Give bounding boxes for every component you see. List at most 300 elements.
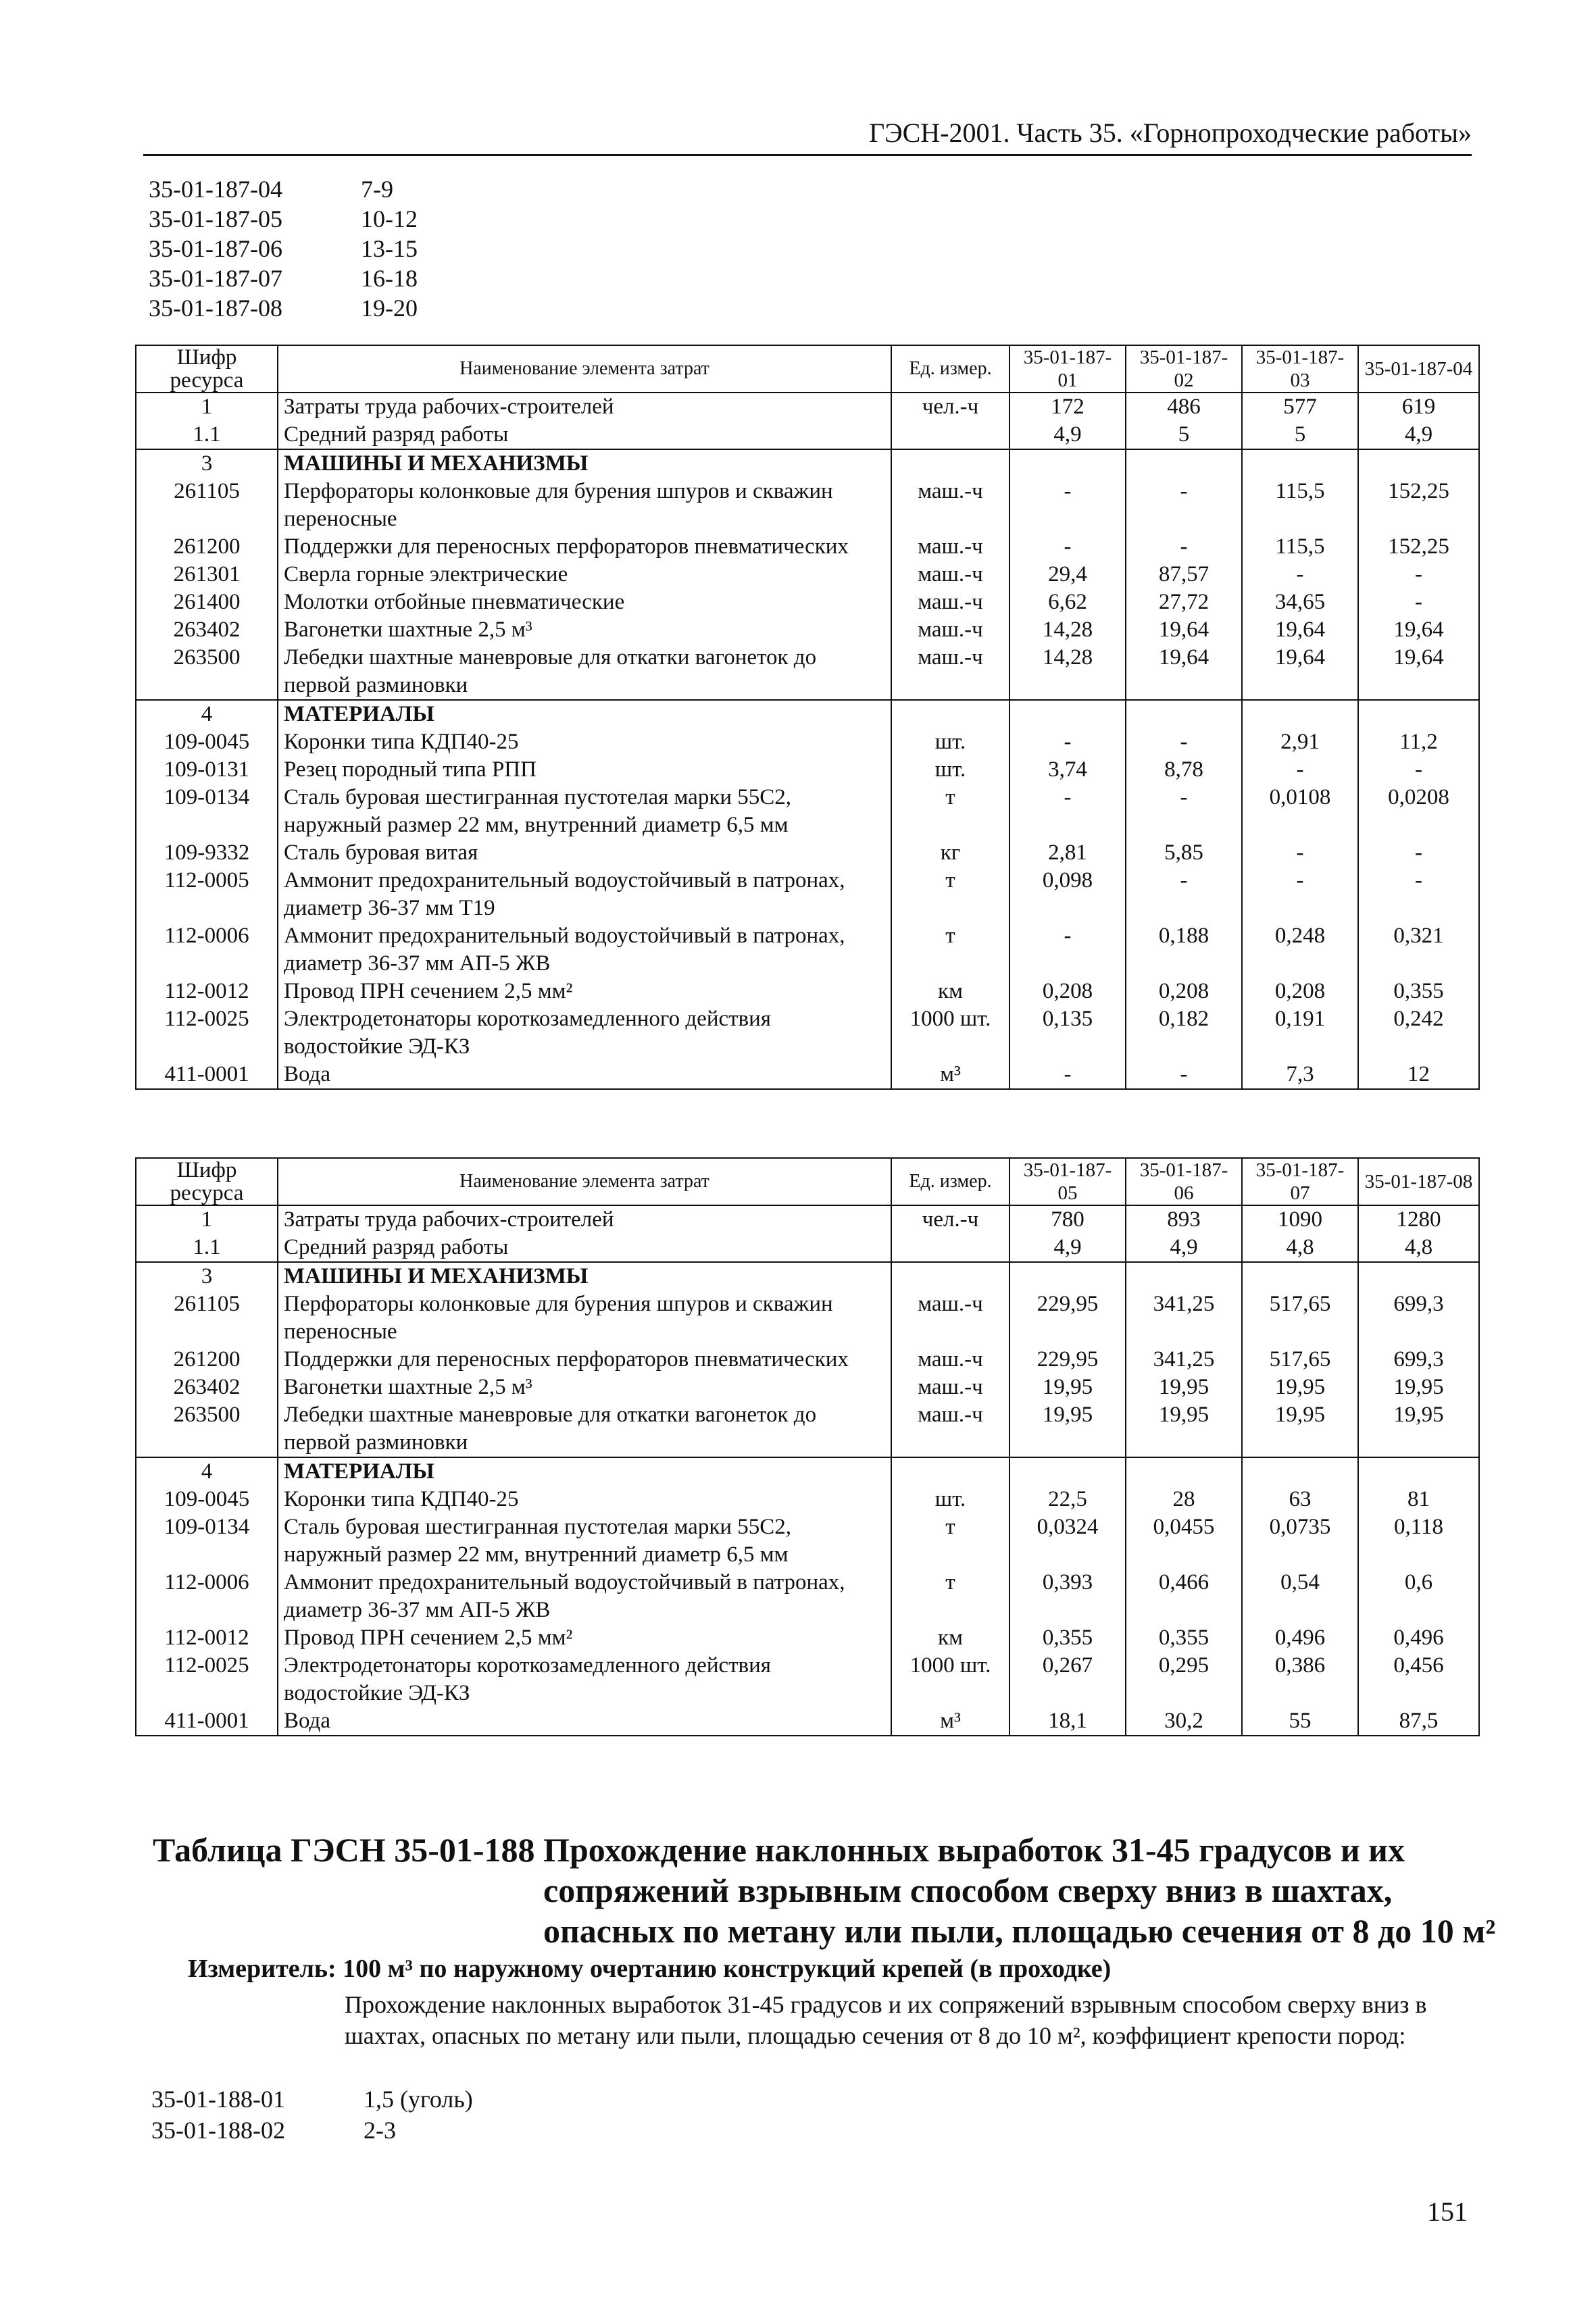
- table-row: [136, 700, 1479, 728]
- table-row: [136, 533, 1479, 561]
- header-code: Шифр ресурса: [136, 345, 278, 393]
- page-number: 151: [1427, 2196, 1468, 2227]
- cell-value: 19,64: [1358, 616, 1479, 644]
- cell-name: Сталь буровая витая: [278, 839, 891, 867]
- cell-value: 0,208: [1242, 978, 1358, 1005]
- cell-value: 19,95: [1242, 1401, 1358, 1457]
- cell-unit: км: [891, 978, 1009, 1005]
- cell-unit: [891, 700, 1009, 728]
- cell-unit: т: [891, 922, 1009, 978]
- cell-unit: маш.-ч: [891, 1290, 1009, 1346]
- code-row: [149, 234, 418, 263]
- cell-value: -: [1358, 839, 1479, 867]
- cell-name: Сталь буровая шестигранная пустотелая марки 55С2, наружный размер 22 мм, внутренний диаметр 6,5 мм: [278, 784, 891, 839]
- cell-name: МАШИНЫ И МЕХАНИЗМЫ: [278, 449, 891, 478]
- cell-value: 7,3: [1242, 1061, 1358, 1089]
- code-number: 35-01-188-01: [151, 2086, 285, 2113]
- cell-value: -: [1126, 728, 1242, 756]
- cell-name: Сталь буровая шестигранная пустотелая марки 55С2, наружный размер 22 мм, внутренний диаметр 6,5 мм: [278, 1513, 891, 1569]
- section-description: Прохождение наклонных выработок 31-45 градусов и их сопряжений взрывным способом сверху вниз в шахтах, опасных по метану или пыли, площадью сечения от 8 до 10 м², коэффициент крепости пород:: [345, 1991, 1427, 2049]
- cell-value: 115,5: [1242, 478, 1358, 533]
- cell-value: 4,9: [1009, 421, 1126, 449]
- cell-unit: т: [891, 867, 1009, 922]
- table-row: [136, 1290, 1479, 1346]
- cell-value: 19,95: [1009, 1401, 1126, 1457]
- table-row: [136, 1005, 1479, 1061]
- cell-name: Вагонетки шахтные 2,5 м³: [278, 1374, 891, 1401]
- table-row: [136, 839, 1479, 867]
- code-number: 35-01-187-07: [149, 265, 282, 292]
- table-row: [136, 644, 1479, 700]
- cell-value: [1009, 1262, 1126, 1290]
- cell-name: Провод ПРН сечением 2,5 мм²: [278, 978, 891, 1005]
- cell-value: 0,355: [1358, 978, 1479, 1005]
- cell-name: Перфораторы колонковые для бурения шпуров и скважин переносные: [278, 478, 891, 533]
- cell-code: 109-0134: [136, 784, 278, 839]
- code-row: [151, 2115, 473, 2146]
- header-col: 35-01-187-07: [1242, 1158, 1358, 1205]
- cell-code: 112-0025: [136, 1005, 278, 1061]
- cell-unit: [891, 421, 1009, 449]
- table-title: [153, 1830, 1495, 1951]
- cell-value: 0,6: [1358, 1569, 1479, 1624]
- cell-value: 8,78: [1126, 756, 1242, 784]
- code-value: 19-20: [361, 295, 418, 322]
- table-row: [136, 1262, 1479, 1290]
- cell-value: [1126, 1457, 1242, 1486]
- cell-value: -: [1126, 478, 1242, 533]
- cell-value: 2,81: [1009, 839, 1126, 867]
- cell-value: [1126, 449, 1242, 478]
- cell-code: 261200: [136, 1346, 278, 1374]
- cell-unit: маш.-ч: [891, 561, 1009, 588]
- cell-name: Затраты труда рабочих-строителей: [278, 1205, 891, 1234]
- running-title: ГЭСН-2001. Часть 35. «Горнопроходческие работы»: [869, 118, 1472, 148]
- cell-unit: маш.-ч: [891, 1374, 1009, 1401]
- cell-code: 411-0001: [136, 1061, 278, 1089]
- cell-unit: маш.-ч: [891, 478, 1009, 533]
- cell-code: 261200: [136, 533, 278, 561]
- cell-value: 229,95: [1009, 1290, 1126, 1346]
- cell-value: 0,466: [1126, 1569, 1242, 1624]
- cell-value: 0,191: [1242, 1005, 1358, 1061]
- table-row: [136, 922, 1479, 978]
- cell-value: 1090: [1242, 1205, 1358, 1234]
- cell-unit: [891, 1262, 1009, 1290]
- cell-unit: км: [891, 1624, 1009, 1652]
- cell-unit: 1000 шт.: [891, 1652, 1009, 1707]
- cell-value: 893: [1126, 1205, 1242, 1234]
- cell-value: 4,9: [1126, 1234, 1242, 1262]
- cell-value: 19,64: [1126, 616, 1242, 644]
- cell-value: 0,393: [1009, 1569, 1126, 1624]
- cell-code: 112-0005: [136, 867, 278, 922]
- cell-value: 0,386: [1242, 1652, 1358, 1707]
- cell-value: 19,64: [1126, 644, 1242, 700]
- cell-value: [1009, 1457, 1126, 1486]
- cell-value: 55: [1242, 1707, 1358, 1736]
- table-row: [136, 756, 1479, 784]
- code-value: 1,5 (уголь): [364, 2086, 473, 2113]
- cell-value: 517,65: [1242, 1290, 1358, 1346]
- cell-value: 0,0324: [1009, 1513, 1126, 1569]
- cell-name: МАШИНЫ И МЕХАНИЗМЫ: [278, 1262, 891, 1290]
- header-col: 35-01-187-02: [1126, 345, 1242, 393]
- cell-value: 229,95: [1009, 1346, 1126, 1374]
- cell-value: 699,3: [1358, 1346, 1479, 1374]
- cell-value: [1242, 1262, 1358, 1290]
- table-row: [136, 1061, 1479, 1089]
- cell-value: [1358, 1262, 1479, 1290]
- cell-value: -: [1358, 588, 1479, 616]
- cell-value: -: [1358, 561, 1479, 588]
- cell-value: 0,118: [1358, 1513, 1479, 1569]
- cell-value: -: [1126, 867, 1242, 922]
- header-col: 35-01-187-05: [1009, 1158, 1126, 1205]
- cell-unit: [891, 1234, 1009, 1262]
- cell-unit: чел.-ч: [891, 1205, 1009, 1234]
- cell-value: 0,54: [1242, 1569, 1358, 1624]
- cell-code: 4: [136, 1457, 278, 1486]
- code-number: 35-01-187-06: [149, 235, 282, 262]
- cell-value: 486: [1126, 393, 1242, 421]
- cell-code: 1: [136, 1205, 278, 1234]
- cell-value: 699,3: [1358, 1290, 1479, 1346]
- cell-value: -: [1126, 533, 1242, 561]
- cell-value: 341,25: [1126, 1346, 1242, 1374]
- cell-value: 22,5: [1009, 1486, 1126, 1513]
- cell-unit: кг: [891, 839, 1009, 867]
- cell-value: 3,74: [1009, 756, 1126, 784]
- code-list-bottom: [151, 2084, 473, 2146]
- cell-value: [1358, 1457, 1479, 1486]
- cell-code: 263402: [136, 616, 278, 644]
- cell-value: 87,5: [1358, 1707, 1479, 1736]
- cell-value: -: [1009, 728, 1126, 756]
- cell-value: 18,1: [1009, 1707, 1126, 1736]
- cell-code: 1: [136, 393, 278, 421]
- code-value: 10-12: [361, 205, 418, 232]
- cell-value: 0,267: [1009, 1652, 1126, 1707]
- cell-name: Электродетонаторы короткозамедленного действия водостойкие ЭД-КЗ: [278, 1005, 891, 1061]
- cell-value: 14,28: [1009, 616, 1126, 644]
- measure-unit: Измеритель: 100 м³ по наружному очертанию конструкций крепей (в проходке): [188, 1955, 1112, 1983]
- cell-name: Средний разряд работы: [278, 1234, 891, 1262]
- cell-value: -: [1126, 784, 1242, 839]
- cell-value: -: [1009, 922, 1126, 978]
- table-row: [136, 449, 1479, 478]
- cell-value: 19,95: [1358, 1374, 1479, 1401]
- cell-value: 5: [1126, 421, 1242, 449]
- cell-code: 263500: [136, 644, 278, 700]
- cell-name: Сверла горные электрические: [278, 561, 891, 588]
- cell-name: Аммонит предохранительный водоустойчивый в патронах, диаметр 36-37 мм АП-5 ЖВ: [278, 922, 891, 978]
- table-title-line: сопряжений взрывным способом сверху вниз в шахтах,: [543, 1871, 1393, 1909]
- cell-value: -: [1242, 867, 1358, 922]
- cell-value: 152,25: [1358, 533, 1479, 561]
- cell-unit: т: [891, 784, 1009, 839]
- cell-name: Резец породный типа РПП: [278, 756, 891, 784]
- cell-value: 0,135: [1009, 1005, 1126, 1061]
- code-row: [149, 293, 418, 323]
- cell-value: 5: [1242, 421, 1358, 449]
- cell-value: 19,95: [1126, 1374, 1242, 1401]
- header-col: 35-01-187-04: [1358, 345, 1479, 393]
- cell-value: 12: [1358, 1061, 1479, 1089]
- cell-value: 19,95: [1009, 1374, 1126, 1401]
- cell-value: 341,25: [1126, 1290, 1242, 1346]
- cell-unit: маш.-ч: [891, 616, 1009, 644]
- cell-value: 152,25: [1358, 478, 1479, 533]
- table-row: [136, 1401, 1479, 1457]
- code-row: [149, 263, 418, 293]
- cell-unit: 1000 шт.: [891, 1005, 1009, 1061]
- cell-value: 0,295: [1126, 1652, 1242, 1707]
- cell-name: Вода: [278, 1061, 891, 1089]
- cell-value: [1358, 700, 1479, 728]
- cell-value: [1358, 449, 1479, 478]
- cell-value: 0,321: [1358, 922, 1479, 978]
- header-name: Наименование элемента затрат: [278, 1158, 891, 1205]
- cell-value: 0,496: [1358, 1624, 1479, 1652]
- code-value: 2-3: [364, 2117, 396, 2144]
- cell-value: 0,0455: [1126, 1513, 1242, 1569]
- cell-value: 780: [1009, 1205, 1126, 1234]
- cell-unit: маш.-ч: [891, 533, 1009, 561]
- cell-code: 109-9332: [136, 839, 278, 867]
- cell-value: 29,4: [1009, 561, 1126, 588]
- cell-unit: маш.-ч: [891, 1346, 1009, 1374]
- norm-table-1: [135, 345, 1480, 1090]
- cell-value: 0,098: [1009, 867, 1126, 922]
- cell-value: 19,95: [1126, 1401, 1242, 1457]
- cell-value: 517,65: [1242, 1346, 1358, 1374]
- table-row: [136, 1457, 1479, 1486]
- header-unit: Ед. измер.: [891, 1158, 1009, 1205]
- cell-code: 3: [136, 1262, 278, 1290]
- cell-value: 619: [1358, 393, 1479, 421]
- cell-name: Аммонит предохранительный водоустойчивый в патронах, диаметр 36-37 мм Т19: [278, 867, 891, 922]
- cell-value: 0,456: [1358, 1652, 1479, 1707]
- cell-value: 19,64: [1242, 644, 1358, 700]
- code-number: 35-01-188-02: [151, 2117, 285, 2144]
- cell-code: 411-0001: [136, 1707, 278, 1736]
- cell-unit: м³: [891, 1707, 1009, 1736]
- table-row: [136, 1374, 1479, 1401]
- cell-unit: [891, 449, 1009, 478]
- header-col: 35-01-187-01: [1009, 345, 1126, 393]
- cell-value: 28: [1126, 1486, 1242, 1513]
- table-row: [136, 1205, 1479, 1234]
- table-row: [136, 1513, 1479, 1569]
- table-row: [136, 1707, 1479, 1736]
- cell-value: -: [1126, 1061, 1242, 1089]
- code-row: [151, 2084, 473, 2115]
- cell-code: 1.1: [136, 1234, 278, 1262]
- cell-value: 5,85: [1126, 839, 1242, 867]
- cell-unit: маш.-ч: [891, 1401, 1009, 1457]
- cell-name: Молотки отбойные пневматические: [278, 588, 891, 616]
- code-row: [149, 204, 418, 234]
- cell-unit: шт.: [891, 728, 1009, 756]
- cell-value: -: [1009, 533, 1126, 561]
- cell-code: 261400: [136, 588, 278, 616]
- cell-value: 0,208: [1126, 978, 1242, 1005]
- cell-value: 0,182: [1126, 1005, 1242, 1061]
- cell-value: 87,57: [1126, 561, 1242, 588]
- cell-name: Коронки типа КДП40-25: [278, 728, 891, 756]
- cell-value: 19,95: [1358, 1401, 1479, 1457]
- table-row: [136, 561, 1479, 588]
- cell-value: -: [1242, 561, 1358, 588]
- table-row: [136, 728, 1479, 756]
- cell-name: Аммонит предохранительный водоустойчивый в патронах, диаметр 36-37 мм АП-5 ЖВ: [278, 1569, 891, 1624]
- cell-value: 0,0735: [1242, 1513, 1358, 1569]
- cell-name: МАТЕРИАЛЫ: [278, 1457, 891, 1486]
- cell-name: Лебедки шахтные маневровые для откатки вагонеток до первой разминовки: [278, 1401, 891, 1457]
- cell-code: 263402: [136, 1374, 278, 1401]
- cell-code: 112-0012: [136, 1624, 278, 1652]
- table-title-line: Таблица ГЭСН 35-01-188 Прохождение наклонных выработок 31-45 градусов и их: [153, 1831, 1405, 1869]
- cell-code: 1.1: [136, 421, 278, 449]
- cell-name: Электродетонаторы короткозамедленного действия водостойкие ЭД-КЗ: [278, 1652, 891, 1707]
- cell-value: 2,91: [1242, 728, 1358, 756]
- table-title-line: опасных по метану или пыли, площадью сечения от 8 до 10 м²: [543, 1912, 1496, 1950]
- cell-value: [1009, 449, 1126, 478]
- cell-code: 263500: [136, 1401, 278, 1457]
- table-row: [136, 978, 1479, 1005]
- table-row: [136, 588, 1479, 616]
- cell-code: 261301: [136, 561, 278, 588]
- table-row: [136, 784, 1479, 839]
- table-row: [136, 478, 1479, 533]
- cell-value: 0,242: [1358, 1005, 1479, 1061]
- header-col: 35-01-187-08: [1358, 1158, 1479, 1205]
- header-name: Наименование элемента затрат: [278, 345, 891, 393]
- cell-code: 109-0131: [136, 756, 278, 784]
- cell-name: Вода: [278, 1707, 891, 1736]
- cell-value: -: [1242, 839, 1358, 867]
- cell-value: 0,188: [1126, 922, 1242, 978]
- cell-value: 4,8: [1358, 1234, 1479, 1262]
- table-row: [136, 1624, 1479, 1652]
- cell-value: 115,5: [1242, 533, 1358, 561]
- cell-code: 109-0045: [136, 728, 278, 756]
- code-number: 35-01-187-04: [149, 176, 282, 203]
- table-header-row: [136, 345, 1479, 393]
- code-value: 13-15: [361, 235, 418, 262]
- table-row: [136, 1652, 1479, 1707]
- table-row: [136, 1486, 1479, 1513]
- cell-value: 27,72: [1126, 588, 1242, 616]
- page-header: [143, 115, 1472, 156]
- cell-value: 11,2: [1358, 728, 1479, 756]
- code-number: 35-01-187-05: [149, 205, 282, 232]
- cell-name: Затраты труда рабочих-строителей: [278, 393, 891, 421]
- cell-code: 261105: [136, 478, 278, 533]
- cell-unit: [891, 1457, 1009, 1486]
- table-row: [136, 616, 1479, 644]
- cell-value: 19,64: [1242, 616, 1358, 644]
- cell-code: 261105: [136, 1290, 278, 1346]
- table-row: [136, 867, 1479, 922]
- header-code: Шифр ресурса: [136, 1158, 278, 1205]
- cell-value: 81: [1358, 1486, 1479, 1513]
- table-row: [136, 393, 1479, 421]
- cell-name: Поддержки для переносных перфораторов пневматических: [278, 533, 891, 561]
- cell-value: [1242, 1457, 1358, 1486]
- cell-unit: шт.: [891, 756, 1009, 784]
- header-col: 35-01-187-06: [1126, 1158, 1242, 1205]
- cell-value: -: [1358, 867, 1479, 922]
- cell-value: 0,496: [1242, 1624, 1358, 1652]
- norm-table-2: [135, 1157, 1480, 1736]
- cell-code: 112-0006: [136, 922, 278, 978]
- cell-value: [1242, 700, 1358, 728]
- cell-name: Лебедки шахтные маневровые для откатки вагонеток до первой разминовки: [278, 644, 891, 700]
- code-value: 7-9: [361, 176, 393, 203]
- cell-value: 577: [1242, 393, 1358, 421]
- cell-name: Поддержки для переносных перфораторов пневматических: [278, 1346, 891, 1374]
- cell-value: -: [1009, 784, 1126, 839]
- cell-code: 109-0134: [136, 1513, 278, 1569]
- cell-value: 63: [1242, 1486, 1358, 1513]
- cell-unit: м³: [891, 1061, 1009, 1089]
- cell-value: -: [1009, 1061, 1126, 1089]
- table-row: [136, 1569, 1479, 1624]
- cell-value: 0,248: [1242, 922, 1358, 978]
- cell-name: Вагонетки шахтные 2,5 м³: [278, 616, 891, 644]
- code-list-top: [149, 174, 418, 323]
- cell-value: 19,64: [1358, 644, 1479, 700]
- cell-value: [1009, 700, 1126, 728]
- cell-value: 0,208: [1009, 978, 1126, 1005]
- code-value: 16-18: [361, 265, 418, 292]
- code-row: [149, 174, 418, 204]
- cell-value: 0,355: [1009, 1624, 1126, 1652]
- code-number: 35-01-187-08: [149, 295, 282, 322]
- table-row: [136, 1346, 1479, 1374]
- cell-value: 14,28: [1009, 644, 1126, 700]
- header-unit: Ед. измер.: [891, 345, 1009, 393]
- cell-value: 4,8: [1242, 1234, 1358, 1262]
- cell-name: Средний разряд работы: [278, 421, 891, 449]
- cell-value: 34,65: [1242, 588, 1358, 616]
- cell-unit: маш.-ч: [891, 644, 1009, 700]
- cell-unit: т: [891, 1569, 1009, 1624]
- table-row: [136, 421, 1479, 449]
- cell-name: Провод ПРН сечением 2,5 мм²: [278, 1624, 891, 1652]
- cell-unit: чел.-ч: [891, 393, 1009, 421]
- cell-value: 6,62: [1009, 588, 1126, 616]
- cell-value: [1126, 1262, 1242, 1290]
- cell-unit: шт.: [891, 1486, 1009, 1513]
- cell-name: МАТЕРИАЛЫ: [278, 700, 891, 728]
- cell-value: 4,9: [1358, 421, 1479, 449]
- cell-value: 19,95: [1242, 1374, 1358, 1401]
- cell-value: 172: [1009, 393, 1126, 421]
- cell-code: 112-0006: [136, 1569, 278, 1624]
- cell-value: -: [1242, 756, 1358, 784]
- cell-code: 112-0012: [136, 978, 278, 1005]
- table-row: [136, 1234, 1479, 1262]
- header-col: 35-01-187-03: [1242, 345, 1358, 393]
- cell-value: [1126, 700, 1242, 728]
- cell-value: 1280: [1358, 1205, 1479, 1234]
- cell-value: 0,0208: [1358, 784, 1479, 839]
- table-header-row: [136, 1158, 1479, 1205]
- cell-unit: т: [891, 1513, 1009, 1569]
